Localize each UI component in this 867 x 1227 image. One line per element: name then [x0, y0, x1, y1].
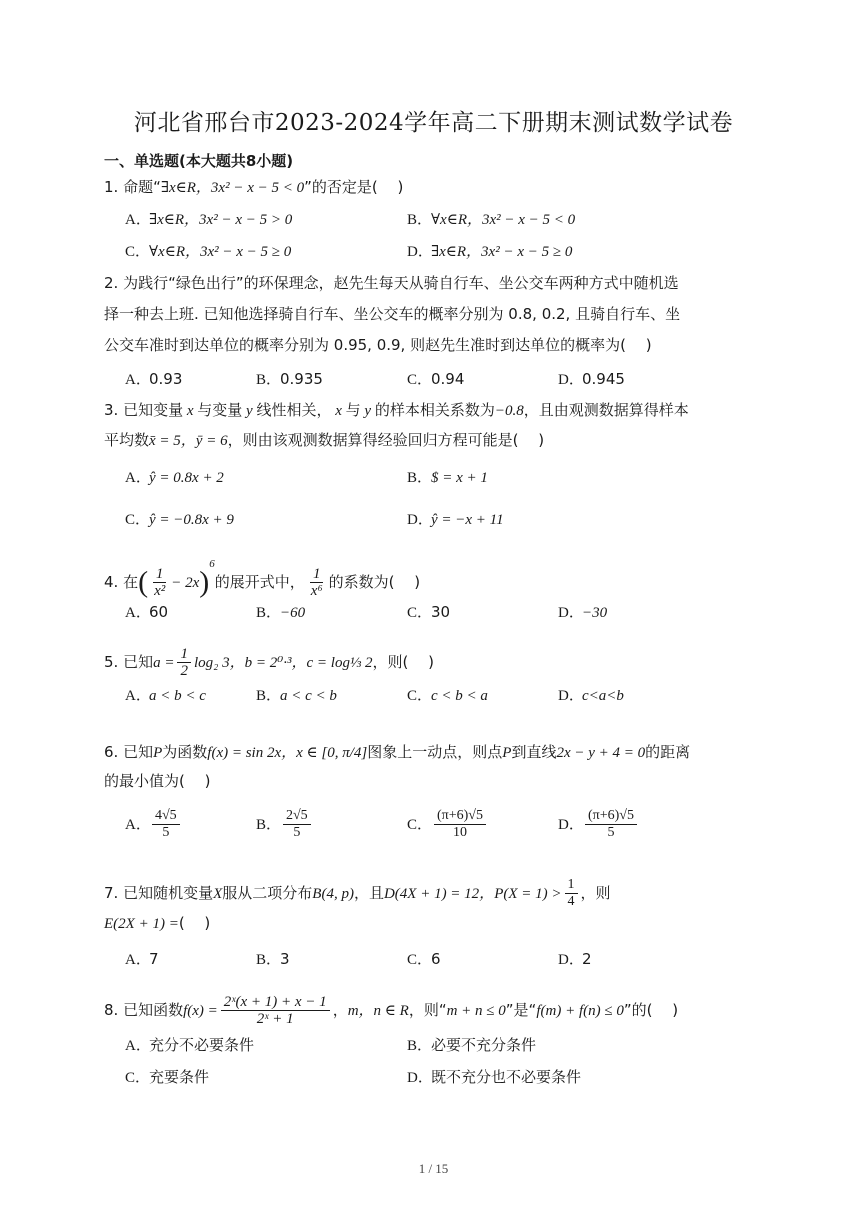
q2-option-d[interactable]: D．0.945	[558, 370, 625, 388]
question-8-stem: 8. 已知函数f(x) = $\frac{\text{2ˣ(x + 1) + x − 1}}{\text{2ˣ + 1}}$ ，m，n ∈ R，则“m + n ≤ 0”是“f(m) + f(n) ≤ 0”的( )	[104, 994, 679, 1027]
question-2-line-3: 公交车准时到达单位的概率分别为 0.95, 0.9, 则赵先生准时到达单位的概率为( )	[104, 336, 652, 354]
q5-option-b[interactable]: B．a < c < b	[256, 688, 337, 704]
q4-option-b[interactable]: B．−60	[256, 605, 306, 621]
q4-option-d[interactable]: D．−30	[558, 605, 608, 621]
q7-option-b[interactable]: B．3	[256, 950, 290, 968]
q4-option-a[interactable]: A．60	[125, 603, 169, 621]
question-2-line-1: 2. 为践行“绿色出行”的环保理念，赵先生每天从骑自行车、坐公交车两种方式中随机选	[104, 274, 679, 292]
q1-option-b[interactable]: B．∀x∈R，3x² − x − 5 < 0	[407, 212, 576, 228]
question-4-stem: 4. 在( $\frac{1}{\text{x²}}$ − 2x)$^6$的展开式中， $\frac{1}{\text{x⁶}}$ 的系数为( )	[104, 558, 421, 599]
q1-option-a[interactable]: A．∃x∈R，3x² − x − 5 > 0	[125, 212, 293, 228]
question-3-line-1: 3. 已知变量 x 与变量 y 线性相关， x 与 y 的样本相关系数为−0.8，且由观测数据算得样本	[104, 401, 689, 419]
question-1-stem: 1. 命题“∃x∈R，3x² − x − 5 < 0”的否定是( )	[104, 178, 404, 196]
question-6-line-1: 6. 已知P为函数f(x) = sin 2x，x ∈ [0, π/4]图象上一动点，则点P到直线2x − y + 4 = 0的距离	[104, 743, 691, 761]
q8-option-b[interactable]: B．必要不充分条件	[407, 1036, 537, 1054]
q8-option-a[interactable]: A．充分不必要条件	[125, 1036, 255, 1054]
q3-option-d[interactable]: D．ŷ = −x + 11	[407, 512, 504, 528]
section-heading: 一、单选题(本大题共8小题)	[104, 152, 294, 170]
q5-option-a[interactable]: A．a < b < c	[125, 688, 206, 704]
q6-option-b[interactable]: B． $\frac{2√5}{5}$	[256, 808, 314, 841]
question-6-line-2: 的最小值为( )	[104, 772, 211, 790]
q3-option-c[interactable]: C．ŷ = −0.8x + 9	[125, 512, 234, 528]
question-5-stem: 5. 已知a = $\frac{1}{2}$ log₂ 3，b = 2⁰·³，c = log⅓ 2，则( )	[104, 646, 434, 679]
question-7-line-2: E(2X + 1) =( )	[104, 914, 211, 932]
q1-option-c[interactable]: C．∀x∈R，3x² − x − 5 ≥ 0	[125, 244, 292, 260]
q1-option-d[interactable]: D．∃x∈R，3x² − x − 5 ≥ 0	[407, 244, 573, 260]
q7-option-a[interactable]: A．7	[125, 950, 159, 968]
page-number: 1 / 15	[418, 1161, 449, 1176]
q6-option-d[interactable]: D． $\frac{(\pi+6)√5}{5}$	[558, 808, 640, 841]
q6-option-a[interactable]: A． $\frac{4√5}{5}$	[125, 808, 183, 841]
q4-option-c[interactable]: C．30	[407, 603, 451, 621]
q3-option-a[interactable]: A．ŷ = 0.8x + 2	[125, 470, 224, 486]
page-title: 河北省邢台市2023-2024学年高二下册期末测试数学试卷	[133, 110, 734, 136]
q2-option-a[interactable]: A．0.93	[125, 370, 183, 388]
q3-option-b[interactable]: B．$ = x + 1	[407, 470, 488, 486]
q2-option-c[interactable]: C．0.94	[407, 370, 465, 388]
q8-option-d[interactable]: D．既不充分也不必要条件	[407, 1068, 582, 1086]
q5-option-c[interactable]: C．c < b < a	[407, 688, 488, 704]
q8-option-c[interactable]: C．充要条件	[125, 1068, 210, 1086]
question-7-line-1: 7. 已知随机变量X服从二项分布B(4, p)，且D(4X + 1) = 12，P(X = 1) > $\frac{1}{4}$ ，则	[104, 877, 611, 909]
q7-option-c[interactable]: C．6	[407, 950, 441, 968]
q5-option-d[interactable]: D．c<a<b	[558, 688, 624, 704]
q7-option-d[interactable]: D．2	[558, 950, 592, 968]
q6-option-c[interactable]: C． $\frac{(\pi+6)√5}{10}$	[407, 808, 489, 841]
q2-option-b[interactable]: B．0.935	[256, 370, 323, 388]
question-3-line-2: 平均数x̄ = 5，ȳ = 6，则由该观测数据算得经验回归方程可能是( )	[104, 431, 545, 449]
question-2-line-2: 择一种去上班. 已知他选择骑自行车、坐公交车的概率分别为 0.8, 0.2, 且骑自行车、坐	[104, 305, 681, 323]
